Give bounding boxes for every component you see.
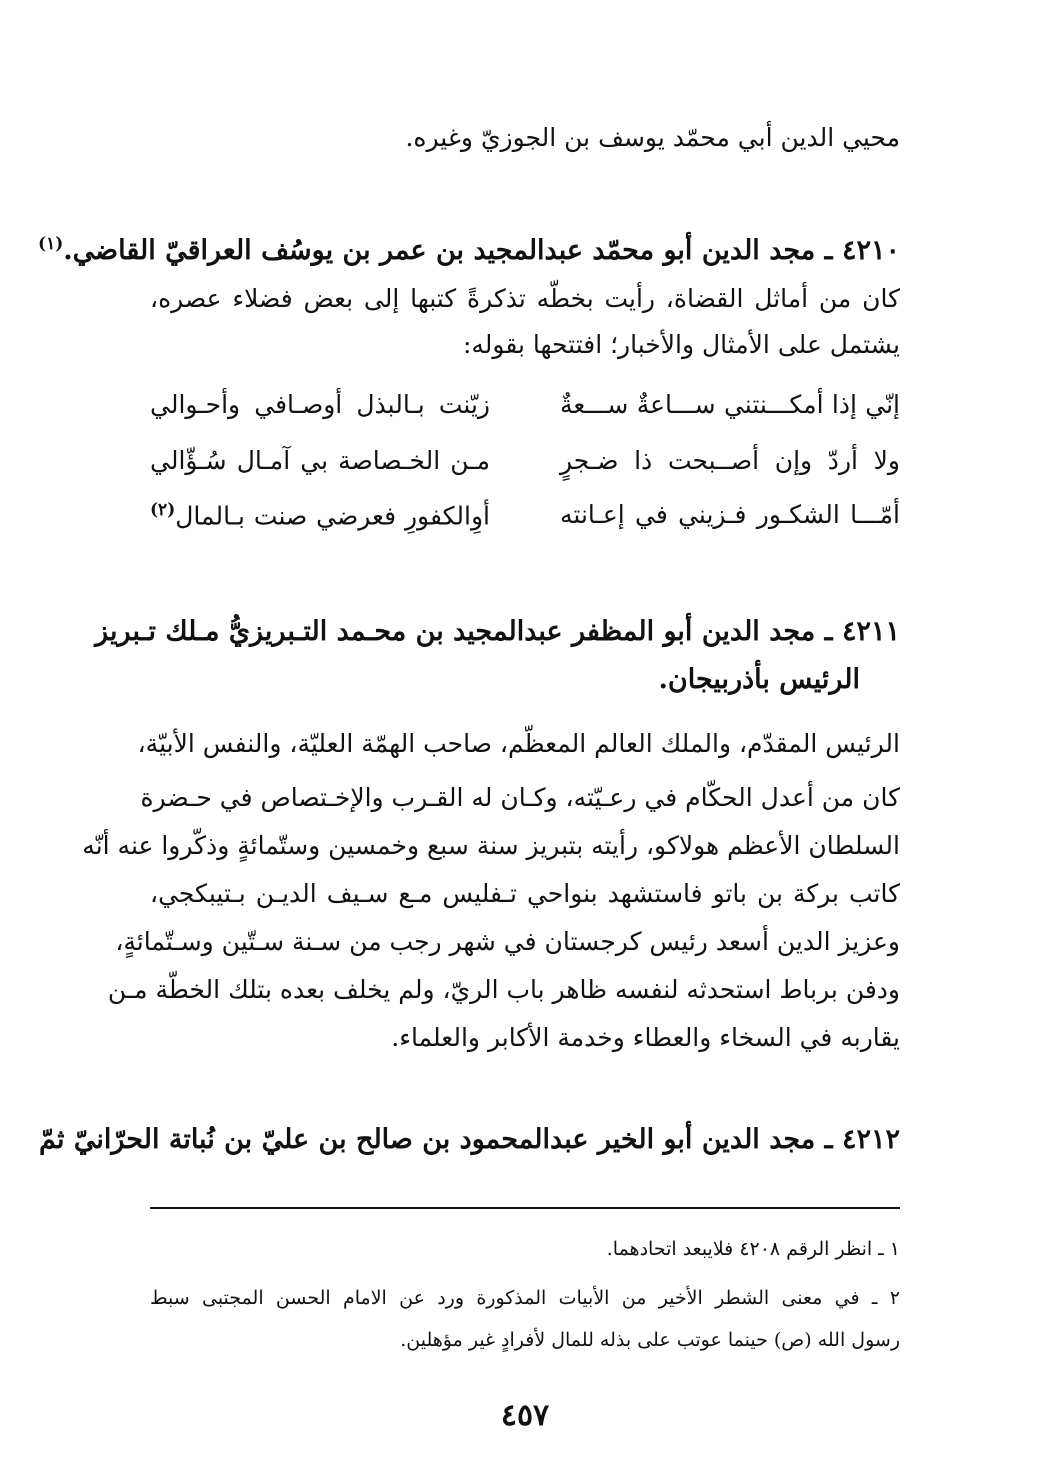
intro-line: محيي الدين أبي محمّد يوسف بن الجوزيّ وغيره.: [405, 123, 900, 152]
footnote-separator: [150, 1207, 900, 1209]
footnote-2-line-2: رسول الله (ص) حينما عوتب على بذله للمال لأفرادٍ غير مؤهلين.: [400, 1329, 900, 1351]
entry-4212-heading: ٤٢١٢ ـ مجد الدين أبو الخير عبدالمحمود بن صالح بن عليّ بن نُباتة الحرّانيّ ثمّ: [38, 1124, 900, 1155]
footnote-ref-1[interactable]: (١): [38, 234, 64, 254]
entry-4211-line-4: كاتب بركة بن باتو فاستشهد بنواحي تـفليس مـع سـيف الديـن بـتيبكجي،: [150, 879, 900, 908]
entry-4211-heading-line-1: ٤٢١١ ـ مجد الدين أبو المظفر عبدالمجيد بن محـمد التـبريزيُّ مـلك تـبريز: [95, 616, 900, 647]
verse-1-first-hemistich: إنّي إذا أمكـــنتني ســـاعةٌ ســـعةٌ: [560, 390, 900, 419]
verse-3-second-text: أوِالكفورِ فعرضي صنت بـالمال: [175, 501, 490, 531]
entry-4210-line-2: يشتمل على الأمثال والأخبار؛ افتتحها بقوله:: [462, 330, 900, 359]
entry-4210-line-1: كان من أماثل القضاة، رأيت بخطّه تذكرةً كتبها إلى بعض فضلاء عصره،: [150, 284, 900, 313]
page-number: ٤٥٧: [500, 1398, 550, 1433]
entry-4211-line-1: الرئيس المقدّم، والملك العالم المعظّم، صاحب الهمّة العليّة، والنفس الأبيّة،: [137, 729, 900, 758]
entry-4210-heading-text: ٤٢١٠ ـ مجد الدين أبو محمّد عبدالمجيد بن عمر بن يوسُف العراقيّ القاضي.: [63, 235, 900, 266]
entry-4211-line-7: يقاربه في السخاء والعطاء وخدمة الأكابر والعلماء.: [391, 1023, 900, 1052]
verse-3-first-hemistich: أمّـــا الشكـور فـزيني في إعـانته: [560, 500, 900, 529]
verse-row-2: [150, 446, 900, 492]
footnote-2-line-1: ٢ ـ في معنى الشطر الأخير من الأبيات المذكورة ورد عن الامام الحسن المجتبى سبط: [150, 1287, 900, 1309]
footnote-ref-2[interactable]: (٢): [150, 500, 176, 520]
verse-1-second-hemistich: زيّنت بـالبذل أوصـافي وأحـوالي: [150, 390, 490, 419]
entry-4211-line-3: السلطان الأعظم هولاكو، رأيته بتبريز سنة سبع وخمسين وستّمائةٍ وذكّروا عنه أنّه: [82, 831, 900, 860]
entry-4211-heading-line-2: الرئيس بأذربيجان.: [658, 664, 860, 695]
entry-4211-line-2: كان من أعدل الحكّام في رعـيّته، وكـان له القـرب والإخـتصاص في حـضرة: [140, 783, 900, 812]
entry-4210-heading: [38, 222, 900, 273]
footnote-1: ١ ـ انظر الرقم ٤٢٠٨ فلايبعد اتحادهما.: [606, 1238, 900, 1260]
verse-row-3: [150, 500, 900, 546]
verse-row-1: [150, 390, 900, 436]
verse-3-second-hemistich: [150, 500, 490, 530]
verse-2-first-hemistich: ولا أردّ وإن أصــبحت ذا ضـجرٍ: [560, 446, 900, 475]
entry-4211-line-6: ودفن برباط استحدثه لنفسه ظاهر باب الريّ، ولم يخلف بعده بتلك الخطّة مـن: [107, 975, 900, 1004]
verse-2-second-hemistich: مـن الخـصاصة بي آمـال سُـؤّالي: [150, 446, 490, 475]
entry-4211-line-5: وعزيز الدين أسعد رئيس كرجستان في شهر رجب من سـنة سـتّين وسـتّمائةٍ،: [115, 927, 900, 956]
